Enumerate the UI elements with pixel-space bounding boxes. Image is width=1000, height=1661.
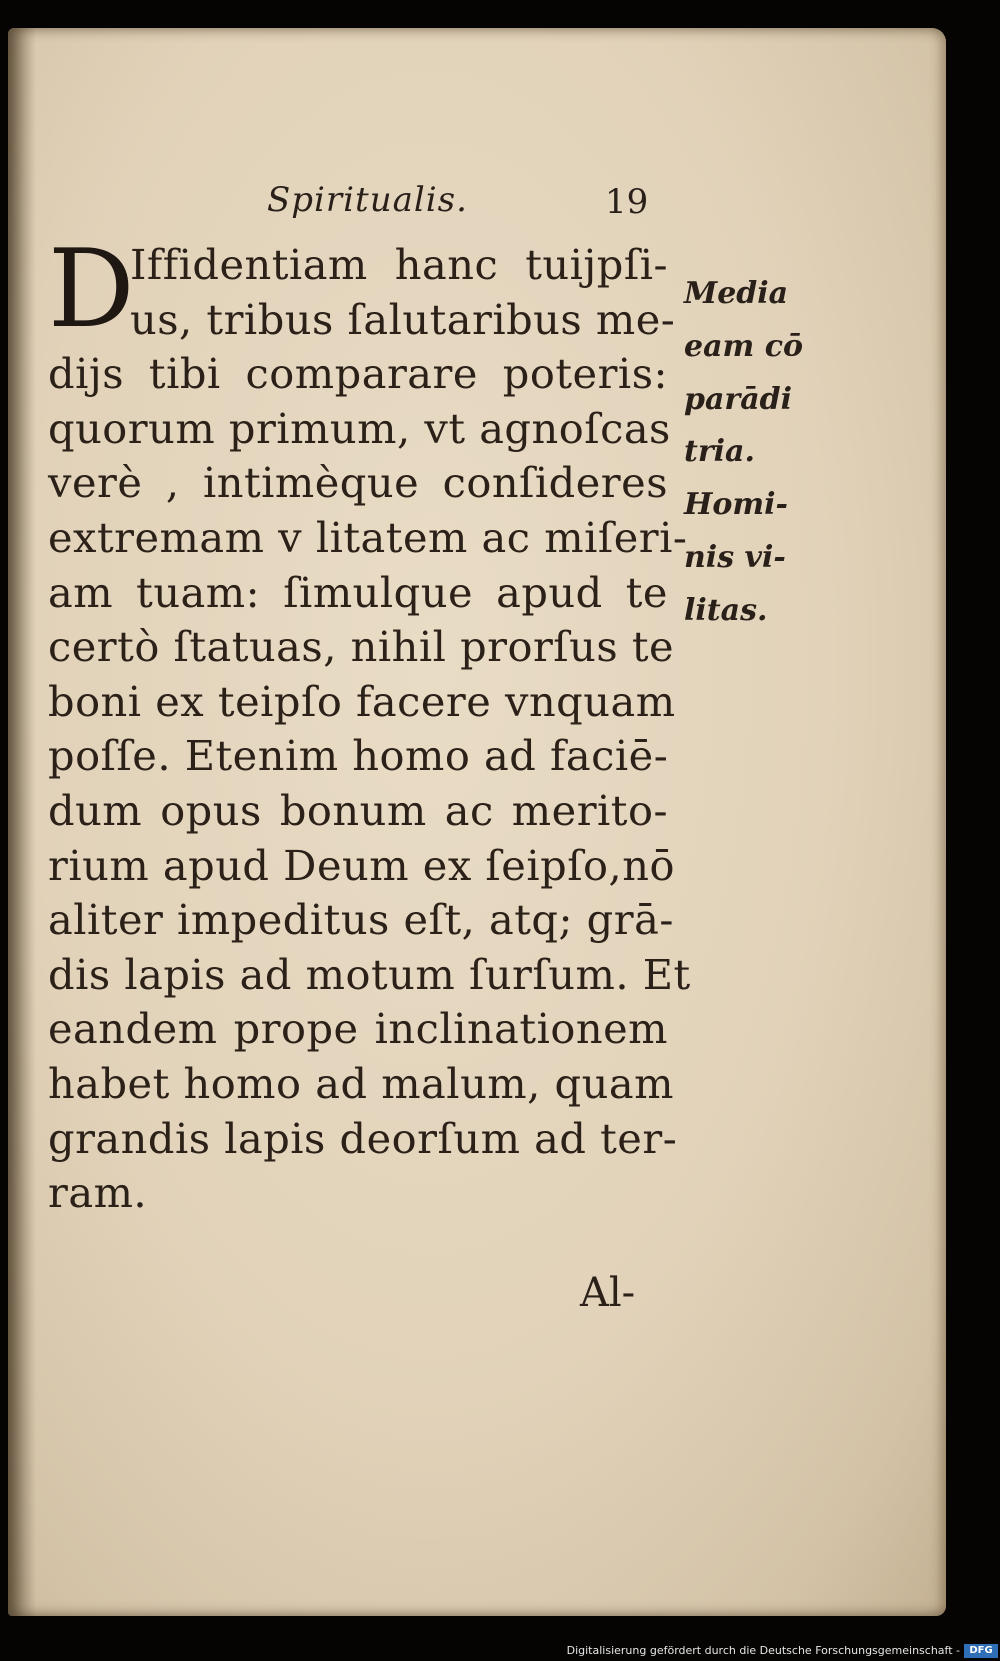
drop-cap: D [48, 227, 136, 352]
marginal-line: nis vi- [684, 539, 786, 575]
text-line: habet homo ad malum, quam [48, 1058, 674, 1108]
digitization-credit: Digitalisierung gefördert durch die Deutsche Forschungsgemeinschaft - [566, 1644, 960, 1657]
marginal-line: litas. [684, 592, 768, 628]
text-line: ram. [48, 1168, 148, 1218]
dfg-logo: DFG [964, 1644, 998, 1658]
running-title: Spiritualis. [267, 180, 468, 220]
page-number: 19 [605, 182, 649, 222]
text-line: dijs tibi comparare poteris: [48, 349, 668, 399]
text-line: dum opus bonum ac merito- [48, 785, 668, 835]
text-line: poſſe. Etenim homo ad faciē- [48, 731, 669, 781]
marginal-line: parādi [684, 381, 793, 417]
text-line: grandis lapis deorſum ad ter- [48, 1113, 678, 1163]
text-line: am tuam: ſimulque apud te [48, 567, 668, 617]
body-text [48, 227, 691, 1221]
marginal-line: Homi- [684, 487, 788, 523]
text-line: us, tribus ſalutaribus me- [130, 294, 676, 344]
marginal-line: tria. [684, 434, 755, 470]
marginal-line: eam cō [684, 328, 803, 364]
text-line: aliter impeditus eſt, atq; grā- [48, 895, 674, 945]
text-line: Iffidentiam hanc tuijpſi- [130, 240, 668, 289]
text-line: eandem prope inclinationem [48, 1004, 668, 1054]
text-line: extremam v litatem ac miſeri- [48, 512, 688, 562]
text-line: boni ex teipſo facere vnquam [48, 676, 676, 726]
text-line: quorum primum, vt agnoſcas [48, 403, 671, 453]
text-line: verè , intimèque conſideres [48, 458, 668, 508]
text-line: certò ſtatuas, nihil prorſus te [48, 622, 675, 672]
marginal-note [684, 268, 824, 638]
spine-shadow [8, 28, 36, 1616]
text-line: rium apud Deum ex ſeipſo,nō [48, 840, 675, 890]
catchword: Al- [580, 1270, 636, 1316]
text-line: dis lapis ad motum ſurſum. Et [48, 949, 691, 999]
marginal-line: Media [684, 276, 789, 311]
